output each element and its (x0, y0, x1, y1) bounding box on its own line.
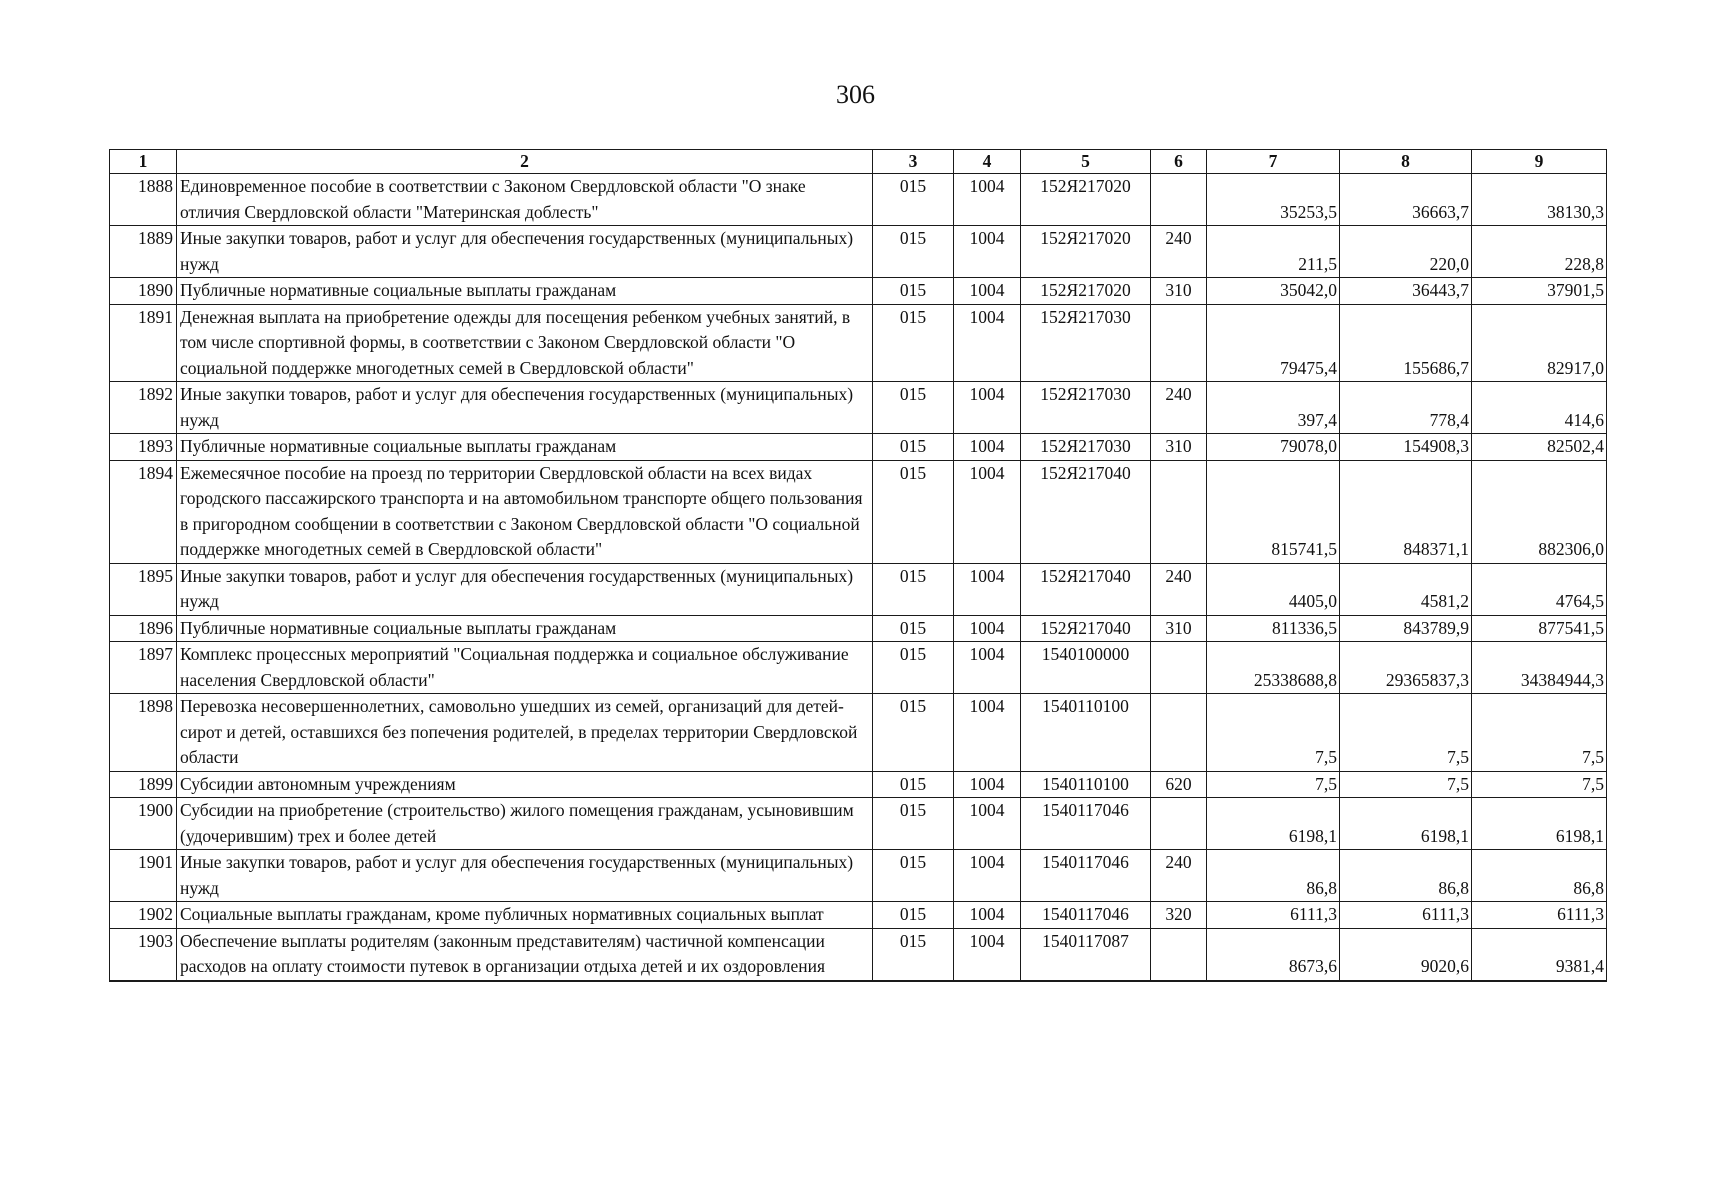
row-number-cell: 1894 (110, 460, 177, 563)
item-name-cell: Ежемесячное пособие на проезд по территории Свердловской области на всех видах городского пассажирского транспорта и на автомобильном транспорте общего пользования в пригородном сообщении в соответствии с Законом Свердловской области "О социальной поддержке многодетных семей в Свердловской области" (177, 460, 873, 563)
target-code-cell: 152Я217040 (1021, 563, 1151, 615)
expense-type-cell (1151, 174, 1207, 226)
row-number-cell: 1903 (110, 928, 177, 981)
amount-year3-cell: 38130,3 (1472, 174, 1607, 226)
amount-year2-cell: 848371,1 (1340, 460, 1472, 563)
section-code-cell: 1004 (954, 434, 1021, 461)
ministry-code-cell: 015 (873, 174, 954, 226)
ministry-code-cell: 015 (873, 771, 954, 798)
ministry-code-cell: 015 (873, 694, 954, 772)
target-code-cell: 152Я217030 (1021, 382, 1151, 434)
section-code-cell: 1004 (954, 460, 1021, 563)
table-row (110, 771, 1607, 798)
ministry-code-cell: 015 (873, 798, 954, 850)
table-row (110, 850, 1607, 902)
amount-year3-cell: 4764,5 (1472, 563, 1607, 615)
amount-year3-cell: 228,8 (1472, 226, 1607, 278)
table-row (110, 928, 1607, 981)
row-number-cell: 1898 (110, 694, 177, 772)
table-header-row (110, 150, 1607, 174)
amount-year2-cell: 7,5 (1340, 771, 1472, 798)
ministry-code-cell: 015 (873, 382, 954, 434)
amount-year3-cell: 7,5 (1472, 771, 1607, 798)
item-name-cell: Комплекс процессных мероприятий "Социальная поддержка и социальное обслуживание населения Свердловской области" (177, 642, 873, 694)
target-code-cell: 1540110100 (1021, 694, 1151, 772)
row-number-cell: 1888 (110, 174, 177, 226)
column-header: 6 (1151, 150, 1207, 174)
column-header: 2 (177, 150, 873, 174)
amount-year2-cell: 843789,9 (1340, 615, 1472, 642)
amount-year3-cell: 414,6 (1472, 382, 1607, 434)
target-code-cell: 152Я217030 (1021, 304, 1151, 382)
item-name-cell: Социальные выплаты гражданам, кроме публичных нормативных социальных выплат (177, 902, 873, 929)
section-code-cell: 1004 (954, 771, 1021, 798)
row-number-cell: 1892 (110, 382, 177, 434)
expense-type-cell: 240 (1151, 563, 1207, 615)
section-code-cell: 1004 (954, 174, 1021, 226)
target-code-cell: 152Я217020 (1021, 174, 1151, 226)
ministry-code-cell: 015 (873, 615, 954, 642)
amount-year2-cell: 6198,1 (1340, 798, 1472, 850)
expense-type-cell: 240 (1151, 382, 1207, 434)
amount-year3-cell: 9381,4 (1472, 928, 1607, 981)
column-header: 3 (873, 150, 954, 174)
expense-type-cell: 310 (1151, 278, 1207, 305)
item-name-cell: Иные закупки товаров, работ и услуг для обеспечения государственных (муниципальных) нужд (177, 226, 873, 278)
page-number: 306 (836, 80, 875, 109)
amount-year2-cell: 155686,7 (1340, 304, 1472, 382)
amount-year3-cell: 34384944,3 (1472, 642, 1607, 694)
column-header: 4 (954, 150, 1021, 174)
amount-year3-cell: 882306,0 (1472, 460, 1607, 563)
section-code-cell: 1004 (954, 850, 1021, 902)
ministry-code-cell: 015 (873, 434, 954, 461)
expense-type-cell: 240 (1151, 226, 1207, 278)
table-row (110, 902, 1607, 929)
target-code-cell: 1540117087 (1021, 928, 1151, 981)
amount-year2-cell: 29365837,3 (1340, 642, 1472, 694)
amount-year1-cell: 4405,0 (1207, 563, 1340, 615)
row-number-cell: 1896 (110, 615, 177, 642)
item-name-cell: Публичные нормативные социальные выплаты гражданам (177, 434, 873, 461)
target-code-cell: 1540117046 (1021, 798, 1151, 850)
table-row (110, 642, 1607, 694)
amount-year2-cell: 36443,7 (1340, 278, 1472, 305)
budget-table (109, 149, 1607, 982)
amount-year3-cell: 7,5 (1472, 694, 1607, 772)
ministry-code-cell: 015 (873, 304, 954, 382)
amount-year3-cell: 86,8 (1472, 850, 1607, 902)
expense-type-cell (1151, 460, 1207, 563)
amount-year1-cell: 7,5 (1207, 694, 1340, 772)
item-name-cell: Иные закупки товаров, работ и услуг для обеспечения государственных (муниципальных) нужд (177, 382, 873, 434)
item-name-cell: Субсидии автономным учреждениям (177, 771, 873, 798)
section-code-cell: 1004 (954, 615, 1021, 642)
amount-year1-cell: 6198,1 (1207, 798, 1340, 850)
section-code-cell: 1004 (954, 278, 1021, 305)
expense-type-cell (1151, 694, 1207, 772)
ministry-code-cell: 015 (873, 226, 954, 278)
item-name-cell: Единовременное пособие в соответствии с Законом Свердловской области "О знаке отличия Свердловской области "Материнская доблесть" (177, 174, 873, 226)
amount-year2-cell: 6111,3 (1340, 902, 1472, 929)
table-row (110, 434, 1607, 461)
ministry-code-cell: 015 (873, 850, 954, 902)
table-row (110, 278, 1607, 305)
row-number-cell: 1902 (110, 902, 177, 929)
amount-year3-cell: 82917,0 (1472, 304, 1607, 382)
section-code-cell: 1004 (954, 694, 1021, 772)
expense-type-cell: 310 (1151, 615, 1207, 642)
section-code-cell: 1004 (954, 902, 1021, 929)
table-body (110, 174, 1607, 981)
amount-year1-cell: 6111,3 (1207, 902, 1340, 929)
expense-type-cell (1151, 304, 1207, 382)
target-code-cell: 152Я217020 (1021, 278, 1151, 305)
table-row (110, 460, 1607, 563)
row-number-cell: 1895 (110, 563, 177, 615)
amount-year2-cell: 36663,7 (1340, 174, 1472, 226)
ministry-code-cell: 015 (873, 460, 954, 563)
amount-year1-cell: 25338688,8 (1207, 642, 1340, 694)
ministry-code-cell: 015 (873, 278, 954, 305)
expense-type-cell (1151, 928, 1207, 981)
table-row (110, 174, 1607, 226)
amount-year2-cell: 86,8 (1340, 850, 1472, 902)
amount-year1-cell: 79475,4 (1207, 304, 1340, 382)
amount-year1-cell: 7,5 (1207, 771, 1340, 798)
expense-type-cell (1151, 798, 1207, 850)
expense-type-cell: 240 (1151, 850, 1207, 902)
amount-year2-cell: 778,4 (1340, 382, 1472, 434)
section-code-cell: 1004 (954, 226, 1021, 278)
amount-year1-cell: 35042,0 (1207, 278, 1340, 305)
section-code-cell: 1004 (954, 563, 1021, 615)
ministry-code-cell: 015 (873, 563, 954, 615)
amount-year3-cell: 877541,5 (1472, 615, 1607, 642)
amount-year2-cell: 7,5 (1340, 694, 1472, 772)
ministry-code-cell: 015 (873, 928, 954, 981)
column-header: 9 (1472, 150, 1607, 174)
amount-year1-cell: 86,8 (1207, 850, 1340, 902)
amount-year1-cell: 397,4 (1207, 382, 1340, 434)
expense-type-cell: 310 (1151, 434, 1207, 461)
table-row (110, 694, 1607, 772)
expense-type-cell: 620 (1151, 771, 1207, 798)
amount-year3-cell: 6198,1 (1472, 798, 1607, 850)
target-code-cell: 152Я217020 (1021, 226, 1151, 278)
row-number-cell: 1900 (110, 798, 177, 850)
item-name-cell: Субсидии на приобретение (строительство) жилого помещения гражданам, усыновившим (удочерившим) трех и более детей (177, 798, 873, 850)
target-code-cell: 1540117046 (1021, 902, 1151, 929)
amount-year2-cell: 154908,3 (1340, 434, 1472, 461)
target-code-cell: 1540100000 (1021, 642, 1151, 694)
amount-year3-cell: 82502,4 (1472, 434, 1607, 461)
expense-type-cell (1151, 642, 1207, 694)
row-number-cell: 1890 (110, 278, 177, 305)
item-name-cell: Перевозка несовершеннолетних, самовольно ушедших из семей, организаций для детей-сирот и детей, оставшихся без попечения родителей, в пределах территории Свердловской области (177, 694, 873, 772)
amount-year1-cell: 211,5 (1207, 226, 1340, 278)
table-row (110, 615, 1607, 642)
item-name-cell: Публичные нормативные социальные выплаты гражданам (177, 615, 873, 642)
table-row (110, 226, 1607, 278)
row-number-cell: 1889 (110, 226, 177, 278)
section-code-cell: 1004 (954, 304, 1021, 382)
column-header: 7 (1207, 150, 1340, 174)
amount-year2-cell: 4581,2 (1340, 563, 1472, 615)
amount-year3-cell: 6111,3 (1472, 902, 1607, 929)
target-code-cell: 1540117046 (1021, 850, 1151, 902)
target-code-cell: 152Я217040 (1021, 460, 1151, 563)
item-name-cell: Обеспечение выплаты родителям (законным представителям) частичной компенсации расходов на оплату стоимости путевок в организации отдыха детей и их оздоровления (177, 928, 873, 981)
item-name-cell: Публичные нормативные социальные выплаты гражданам (177, 278, 873, 305)
column-header: 8 (1340, 150, 1472, 174)
amount-year1-cell: 79078,0 (1207, 434, 1340, 461)
row-number-cell: 1891 (110, 304, 177, 382)
section-code-cell: 1004 (954, 642, 1021, 694)
section-code-cell: 1004 (954, 928, 1021, 981)
row-number-cell: 1893 (110, 434, 177, 461)
table-row (110, 563, 1607, 615)
amount-year3-cell: 37901,5 (1472, 278, 1607, 305)
item-name-cell: Иные закупки товаров, работ и услуг для обеспечения государственных (муниципальных) нужд (177, 563, 873, 615)
amount-year2-cell: 9020,6 (1340, 928, 1472, 981)
table-row (110, 382, 1607, 434)
section-code-cell: 1004 (954, 382, 1021, 434)
table-row (110, 798, 1607, 850)
section-code-cell: 1004 (954, 798, 1021, 850)
amount-year1-cell: 8673,6 (1207, 928, 1340, 981)
column-header: 5 (1021, 150, 1151, 174)
item-name-cell: Денежная выплата на приобретение одежды для посещения ребенком учебных занятий, в том числе спортивной формы, в соответствии с Законом Свердловской области "О социальной поддержке многодетных семей в Свердловской области" (177, 304, 873, 382)
ministry-code-cell: 015 (873, 902, 954, 929)
amount-year1-cell: 811336,5 (1207, 615, 1340, 642)
row-number-cell: 1899 (110, 771, 177, 798)
ministry-code-cell: 015 (873, 642, 954, 694)
expense-type-cell: 320 (1151, 902, 1207, 929)
target-code-cell: 152Я217040 (1021, 615, 1151, 642)
amount-year1-cell: 815741,5 (1207, 460, 1340, 563)
amount-year1-cell: 35253,5 (1207, 174, 1340, 226)
target-code-cell: 1540110100 (1021, 771, 1151, 798)
row-number-cell: 1901 (110, 850, 177, 902)
row-number-cell: 1897 (110, 642, 177, 694)
target-code-cell: 152Я217030 (1021, 434, 1151, 461)
table-row (110, 304, 1607, 382)
amount-year2-cell: 220,0 (1340, 226, 1472, 278)
column-header: 1 (110, 150, 177, 174)
item-name-cell: Иные закупки товаров, работ и услуг для обеспечения государственных (муниципальных) нужд (177, 850, 873, 902)
